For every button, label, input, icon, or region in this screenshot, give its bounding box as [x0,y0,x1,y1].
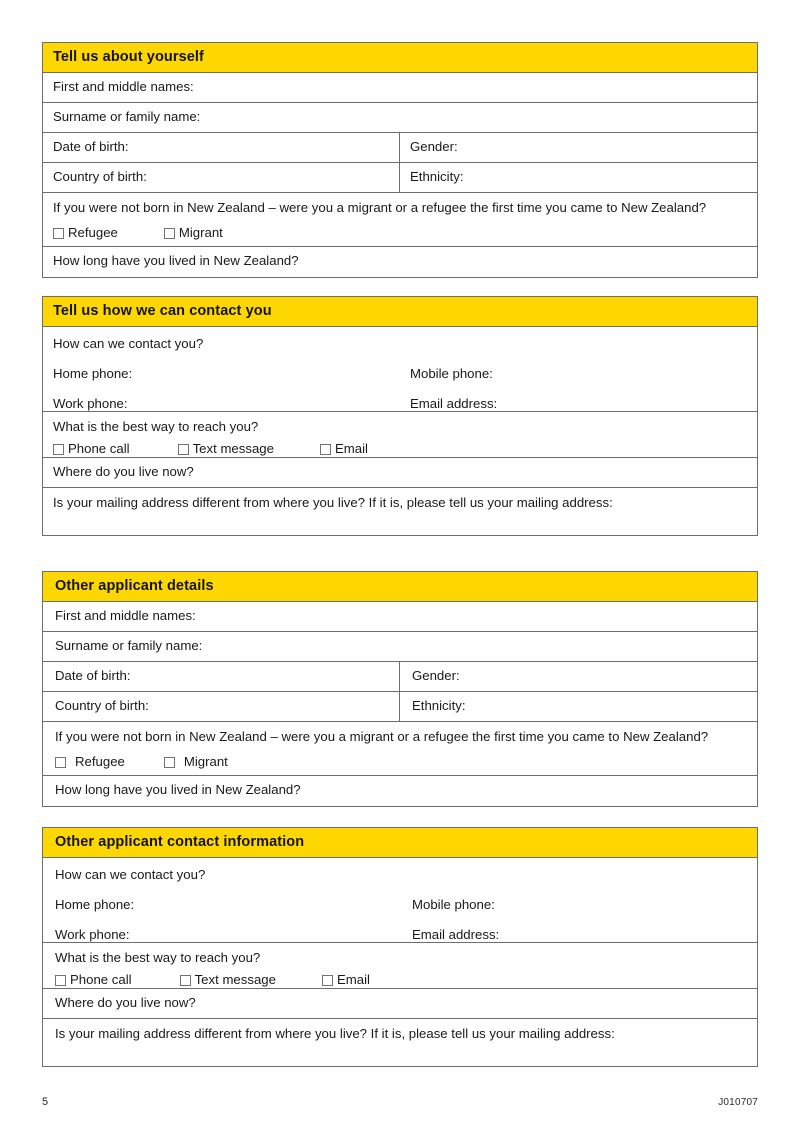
table-row [43,412,757,458]
field-label-mailing-address: Is your mailing address different from where you live? If it is, please tell us your mailing address: [53,495,613,510]
field-label-country-of-birth: Country of birth: [43,163,400,192]
checkbox-box-icon[interactable] [180,975,191,986]
checkbox-label-text-message: Text message [192,441,274,456]
checkbox-label-refugee: Refugee [68,225,118,240]
section-contact-you [42,296,758,536]
page-number: 5 [42,1096,49,1108]
checkbox-text-message[interactable] [180,973,276,987]
field-label-how-can-we-contact: How can we contact you? [55,867,206,882]
table-row [43,776,757,806]
checkbox-phone-call[interactable] [53,442,130,456]
field-label-gender: Gender: [410,139,458,154]
field-label-surname: Surname or family name: [53,109,201,124]
contact-line [55,867,757,883]
field-label-date-of-birth: Date of birth: [43,662,400,691]
table-row [43,103,757,133]
table-row [43,163,757,193]
field-label-where-do-you-live: Where do you live now? [55,995,196,1010]
checkbox-box-icon[interactable] [164,228,175,239]
table-row [43,602,757,632]
checkbox-label-email: Email [336,972,370,987]
checkbox-label-refugee: Refugee [75,754,125,769]
migrant-refugee-question-block [43,193,757,246]
table-row [43,989,757,1019]
field-label-home-phone: Home phone: [55,897,135,912]
checkbox-label-migrant: Migrant [183,754,228,769]
field-label-home-phone: Home phone: [53,366,133,381]
field-label-ethnicity: Ethnicity: [412,698,466,713]
checkbox-phone-call[interactable] [55,973,132,987]
table-row [43,662,757,692]
checkbox-box-icon[interactable] [53,444,64,455]
checkbox-refugee[interactable] [53,226,118,240]
field-label-gender: Gender: [412,668,460,683]
field-label-where-do-you-live: Where do you live now? [53,464,194,479]
table-row [43,458,757,488]
table-row [43,943,757,989]
table-row [43,193,757,247]
table-row [43,73,757,103]
section-other-applicant-details [42,571,758,807]
field-label-email-address: Email address: [412,927,500,942]
table-row [43,247,757,277]
checkbox-row [55,973,757,987]
checkbox-box-icon[interactable] [55,757,66,768]
contact-line [55,897,757,913]
field-label-mobile-phone: Mobile phone: [410,366,493,381]
contact-line [53,396,757,412]
checkbox-email[interactable] [320,442,368,456]
migrant-refugee-question-block [43,722,757,775]
checkbox-label-text-message: Text message [194,972,276,987]
table-row [43,327,757,412]
checkbox-box-icon[interactable] [322,975,333,986]
question-text-migrant-refugee: If you were not born in New Zealand – were you a migrant or a refugee the first time you came to New Zealand? [53,200,707,215]
checkbox-row [55,755,757,769]
field-label-work-phone: Work phone: [55,927,130,942]
contact-line [53,366,757,382]
section-other-applicant-contact [42,827,758,1067]
contact-details-block [43,327,757,411]
table-row [43,692,757,722]
section-header-other-applicant-details: Other applicant details [43,572,757,602]
field-label-ethnicity: Ethnicity: [410,169,464,184]
contact-line [53,336,757,352]
checkbox-box-icon[interactable] [55,975,66,986]
checkbox-email[interactable] [322,973,370,987]
page-footer [42,1096,758,1108]
field-label-how-long-in-nz: How long have you lived in New Zealand? [55,782,301,797]
contact-details-block [43,858,757,942]
checkbox-box-icon[interactable] [320,444,331,455]
table-row [43,1019,757,1066]
contact-line [55,927,757,943]
section-header-other-applicant-contact: Other applicant contact information [43,828,757,858]
field-label-country-of-birth: Country of birth: [43,692,400,721]
question-text-best-way: What is the best way to reach you? [55,950,261,965]
document-code: J010707 [718,1097,758,1108]
section-about-yourself [42,42,758,278]
table-row [43,632,757,662]
checkbox-refugee[interactable] [55,755,125,769]
question-text-best-way: What is the best way to reach you? [53,419,259,434]
field-label-work-phone: Work phone: [53,396,128,411]
field-label-date-of-birth: Date of birth: [43,133,400,162]
question-text-migrant-refugee: If you were not born in New Zealand – were you a migrant or a refugee the first time you came to New Zealand? [55,729,709,744]
field-label-mobile-phone: Mobile phone: [412,897,495,912]
field-label-mailing-address: Is your mailing address different from where you live? If it is, please tell us your mailing address: [55,1026,615,1041]
checkbox-label-phone-call: Phone call [68,441,130,456]
table-row [43,722,757,776]
field-label-email-address: Email address: [410,396,498,411]
checkbox-box-icon[interactable] [164,757,175,768]
field-label-how-long-in-nz: How long have you lived in New Zealand? [53,253,299,268]
table-row [43,858,757,943]
checkbox-row [53,442,757,456]
section-header-about-yourself: Tell us about yourself [43,43,757,73]
field-label-surname: Surname or family name: [55,638,203,653]
table-row [43,488,757,535]
section-header-contact-you: Tell us how we can contact you [43,297,757,327]
checkbox-label-phone-call: Phone call [70,972,132,987]
checkbox-box-icon[interactable] [178,444,189,455]
checkbox-row [53,226,757,240]
checkbox-label-email: Email [334,441,368,456]
best-way-to-reach-block [43,412,757,457]
checkbox-label-migrant: Migrant [178,225,223,240]
field-label-first-names: First and middle names: [55,608,196,623]
table-row [43,133,757,163]
checkbox-box-icon[interactable] [53,228,64,239]
checkbox-migrant[interactable] [164,755,228,769]
checkbox-migrant[interactable] [164,226,223,240]
best-way-to-reach-block [43,943,757,988]
field-label-first-names: First and middle names: [53,79,194,94]
field-label-how-can-we-contact: How can we contact you? [53,336,204,351]
checkbox-text-message[interactable] [178,442,274,456]
